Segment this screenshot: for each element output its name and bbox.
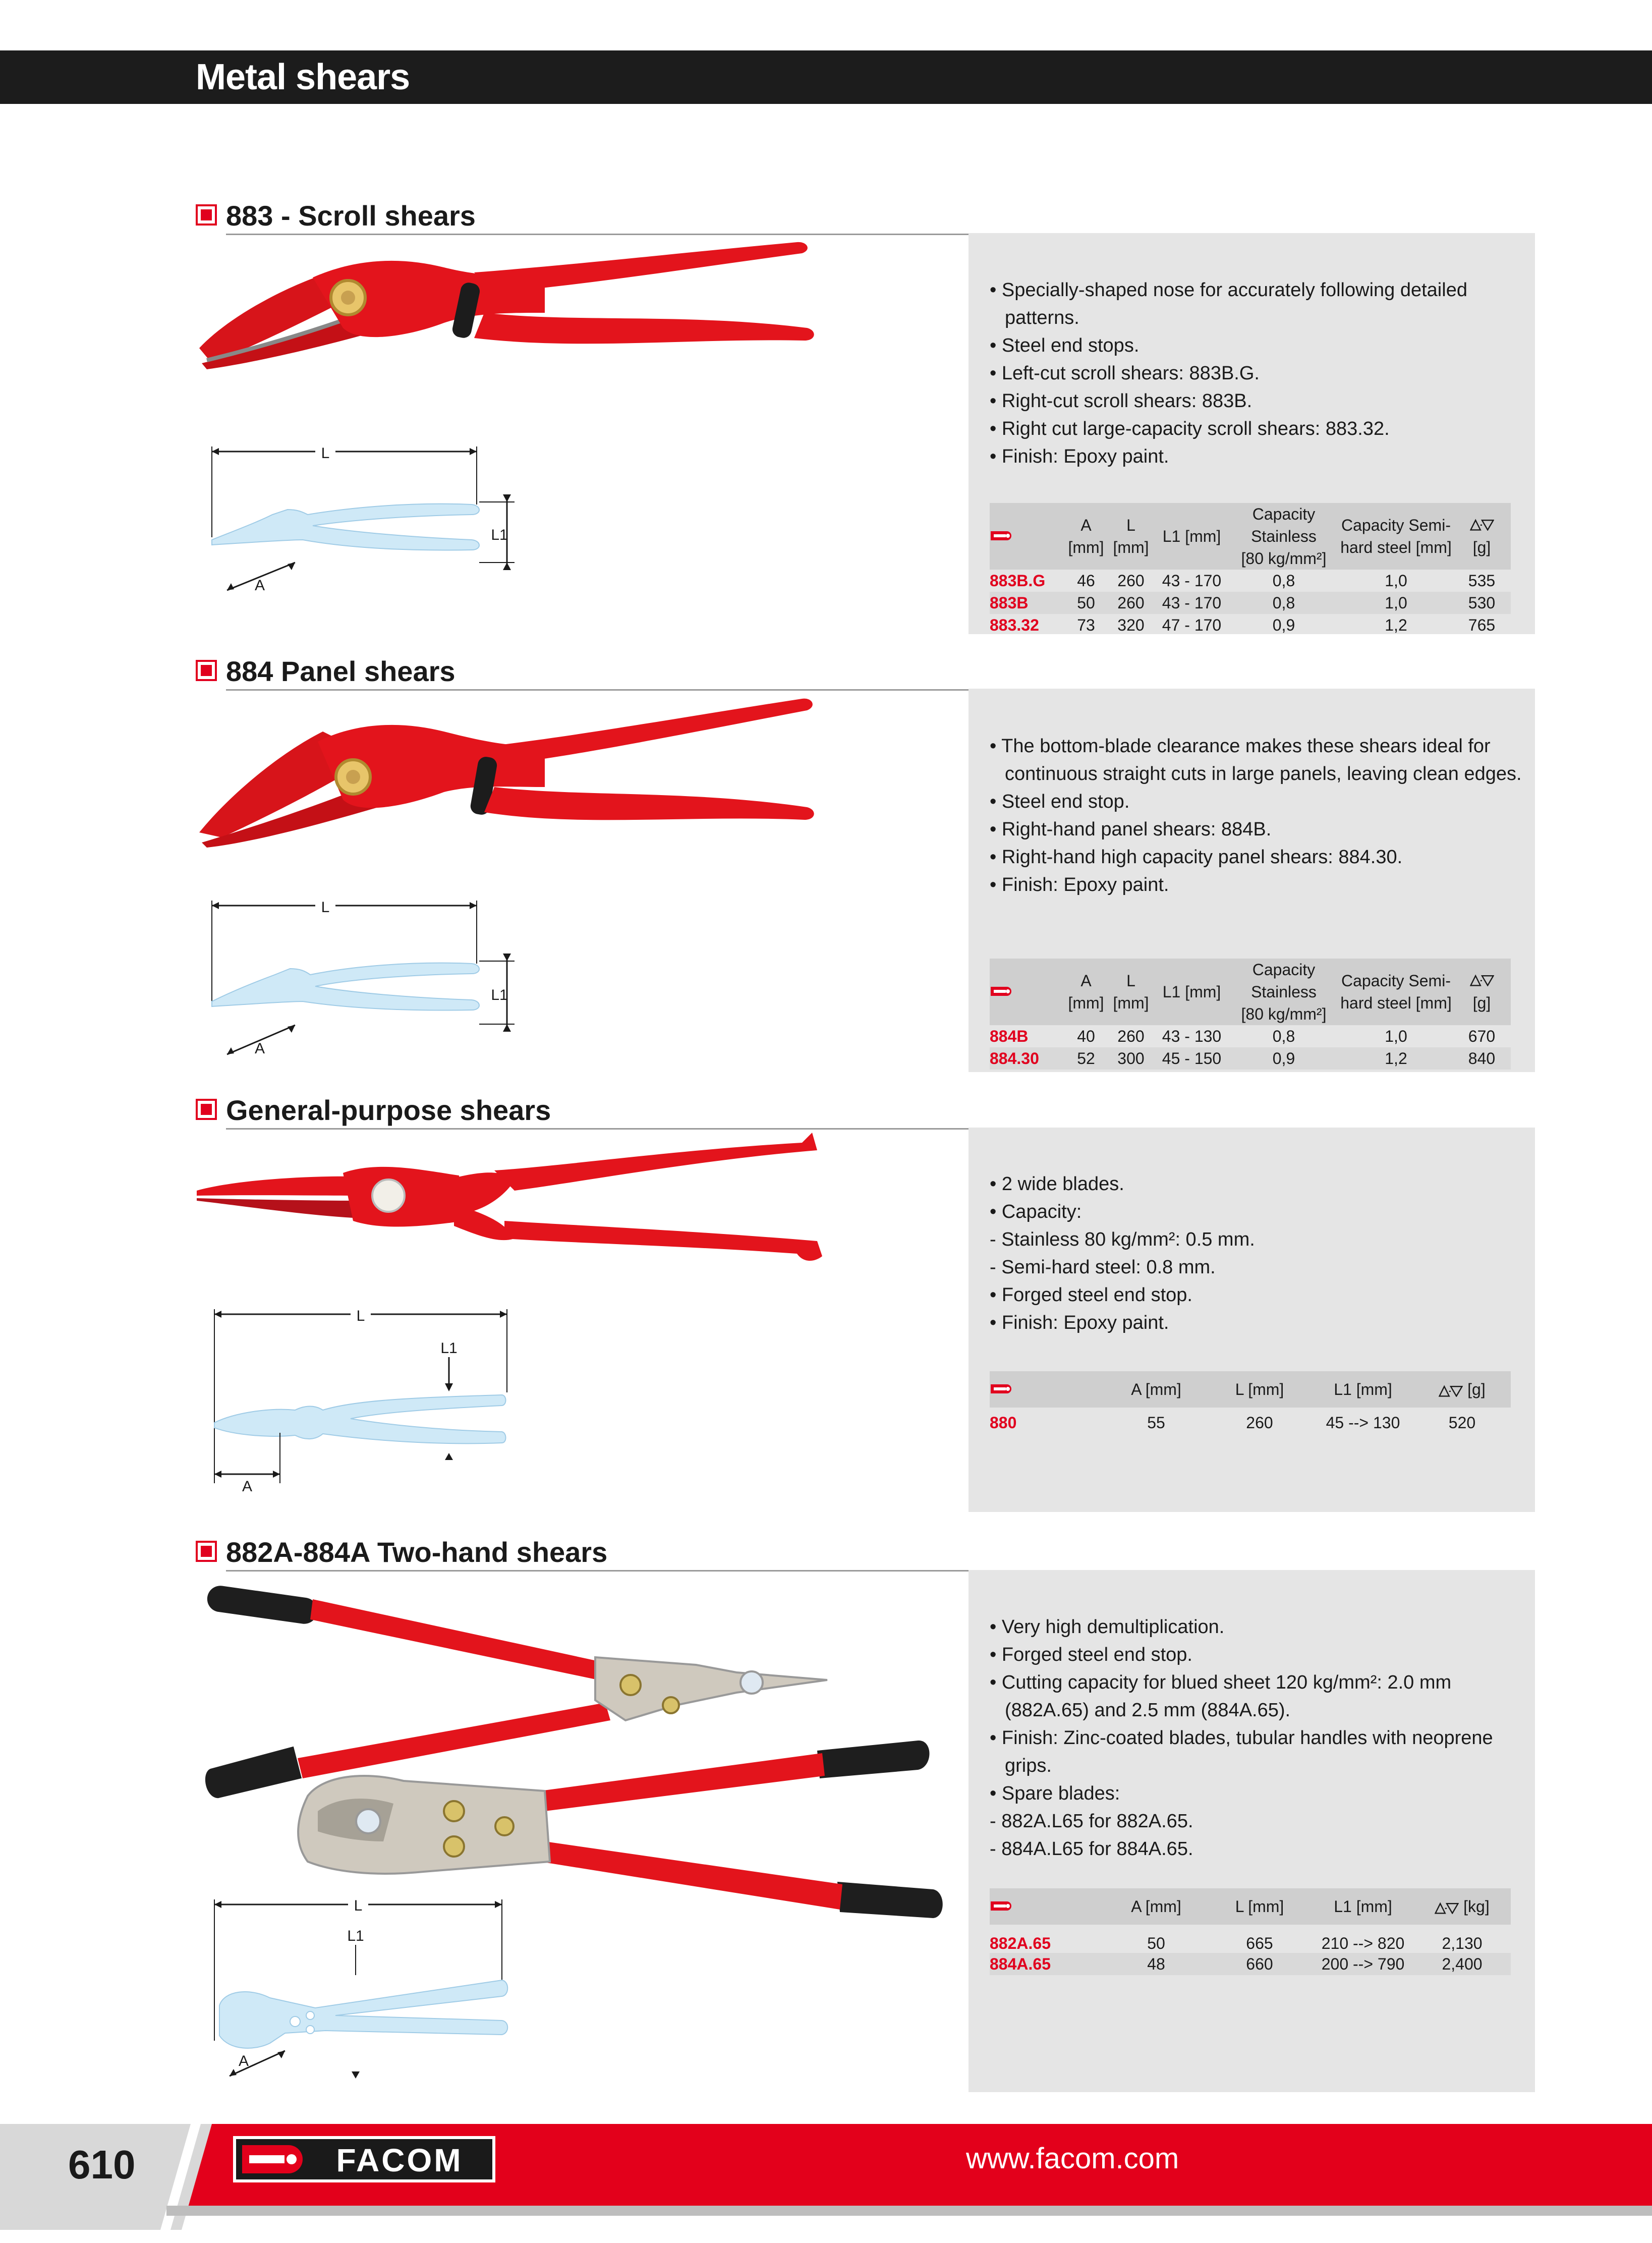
table-cell: 1,0 — [1385, 1027, 1407, 1045]
scroll-shears-image — [192, 237, 837, 399]
ref-header — [990, 1888, 1106, 1925]
ref-cell: 883B.G — [990, 571, 1046, 590]
col-header-a: A [mm] — [1106, 1888, 1207, 1925]
feature-list-883 — [990, 276, 1524, 471]
feature-item: • Right-hand panel shears: 884B. — [990, 819, 1272, 840]
table-row — [990, 592, 1511, 614]
ref-cell: 884A.65 — [990, 1953, 1106, 1975]
section-title: General-purpose shears — [226, 1094, 551, 1126]
scroll-shears-diagram — [202, 439, 535, 600]
feature-item: • Capacity: — [990, 1201, 1082, 1222]
diagram-label-a: A — [238, 2053, 249, 2069]
table-row — [990, 1925, 1511, 1953]
feature-item: - Semi-hard steel: 0.8 mm. — [990, 1257, 1216, 1278]
table-cell: 43 - 130 — [1162, 1027, 1222, 1045]
general-shears-image — [192, 1130, 837, 1271]
diagram-label-l: L — [356, 1308, 365, 1324]
section-heading-884 — [196, 655, 1535, 690]
diagram-label-l1: L1 — [491, 987, 508, 1003]
diagram-label-a: A — [254, 577, 265, 594]
facom-ref-icon — [990, 530, 1014, 542]
col-header-l1: L1 [mm] — [1313, 1888, 1413, 1925]
table-cell: 520 — [1448, 1413, 1476, 1432]
diagram-label-l: L — [321, 445, 330, 462]
feature-list-884 — [990, 733, 1524, 899]
table-row — [990, 1953, 1511, 1975]
feature-item: • Very high demultiplication. — [990, 1616, 1225, 1638]
col-header-l1: L1 [mm] — [1155, 959, 1228, 1025]
table-cell: 210 --> 820 — [1321, 1934, 1405, 1952]
table-cell: 260 — [1246, 1413, 1273, 1432]
two-hand-shears-diagram — [204, 1889, 517, 2091]
col-header-l1: L1 [mm] — [1313, 1371, 1413, 1408]
feature-item: • 2 wide blades. — [990, 1173, 1124, 1195]
feature-list-general — [990, 1170, 1524, 1337]
col-header-l: L [mm] — [1207, 1371, 1313, 1408]
ref-header — [990, 959, 1065, 1025]
table-row — [990, 1408, 1511, 1438]
ref-cell: 883B — [990, 592, 1065, 614]
section-bullet-square — [196, 204, 217, 226]
table-cell: 2,400 — [1413, 1953, 1511, 1975]
table-cell: 55 — [1147, 1413, 1165, 1432]
diagram-label-a: A — [242, 1478, 253, 1493]
table-cell: 660 — [1207, 1953, 1313, 1975]
table-cell: 260 — [1107, 592, 1155, 614]
feature-item: patterns. — [1005, 307, 1079, 328]
diagram-label-l1: L1 — [347, 1928, 364, 1944]
table-row — [990, 1047, 1511, 1070]
col-header-a: A [mm] — [1106, 1371, 1207, 1408]
table-cell: 300 — [1107, 1047, 1155, 1070]
facom-logo — [233, 2136, 495, 2182]
feature-item: grips. — [1005, 1755, 1052, 1776]
table-row — [990, 614, 1511, 636]
panel-shears-image — [192, 691, 837, 863]
feature-item: (882A.65) and 2.5 mm (884A.65). — [1005, 1700, 1291, 1721]
ref-header — [990, 1371, 1106, 1408]
col-header-l1: L1 [mm] — [1155, 503, 1228, 570]
table-cell: 0,8 — [1272, 1027, 1295, 1045]
section-bullet-square — [196, 1541, 217, 1562]
weight-icon — [1470, 519, 1494, 531]
feature-item: continuous straight cuts in large panels, leaving clean edges. — [1005, 763, 1522, 784]
diagram-label-l: L — [321, 899, 330, 916]
section-title: 882A-884A Two-hand shears — [226, 1536, 608, 1568]
weight-icon — [1470, 974, 1494, 986]
table-cell: 43 - 170 — [1162, 571, 1222, 590]
col-header-weight: [kg] — [1413, 1888, 1511, 1925]
col-header-capacity-stainless: Capacity Stainless [80 kg/mm²] — [1228, 959, 1339, 1025]
col-header-capacity-semihard: Capacity Semi- hard steel [mm] — [1339, 959, 1453, 1025]
table-cell: 1,0 — [1385, 571, 1407, 590]
table-cell: 665 — [1246, 1934, 1273, 1952]
ref-cell: 882A.65 — [990, 1934, 1051, 1952]
table-cell: 530 — [1453, 592, 1511, 614]
table-cell: 47 - 170 — [1162, 615, 1222, 634]
feature-list-two-hand — [990, 1613, 1524, 1863]
ref-cell: 880 — [990, 1413, 1017, 1432]
ref-cell: 884B — [990, 1027, 1029, 1045]
table-cell: 1,2 — [1385, 615, 1407, 634]
section-title: 884 Panel shears — [226, 655, 455, 687]
ref-cell: 884.30 — [990, 1047, 1065, 1070]
col-header-capacity-semihard: Capacity Semi- hard steel [mm] — [1339, 503, 1453, 570]
ref-cell: 883.32 — [990, 615, 1039, 634]
spec-table-general — [990, 1371, 1511, 1438]
feature-item: • Finish: Zinc-coated blades, tubular handles with neoprene — [990, 1727, 1493, 1749]
col-header-weight: [g] — [1453, 959, 1511, 1025]
feature-item: • Left-cut scroll shears: 883B.G. — [990, 363, 1260, 384]
table-cell: 670 — [1468, 1027, 1496, 1045]
diagram-label-l1: L1 — [491, 527, 508, 543]
spec-table-883 — [990, 503, 1511, 636]
feature-item: • Finish: Epoxy paint. — [990, 1312, 1169, 1333]
table-cell: 840 — [1453, 1047, 1511, 1070]
col-header-a: A [mm] — [1065, 503, 1107, 570]
col-header-capacity-stainless: Capacity Stainless [80 kg/mm²] — [1228, 503, 1339, 570]
feature-item: • Spare blades: — [990, 1783, 1120, 1804]
weight-icon — [1435, 1902, 1459, 1914]
feature-item: • Specially-shaped nose for accurately following detailed — [990, 279, 1467, 301]
table-cell: 200 --> 790 — [1313, 1953, 1413, 1975]
table-cell: 1,0 — [1339, 592, 1453, 614]
table-cell: 43 - 170 — [1155, 592, 1228, 614]
table-cell: 40 — [1077, 1027, 1095, 1045]
table-cell: 535 — [1468, 571, 1496, 590]
section-bullet-square — [196, 660, 217, 681]
general-shears-diagram — [204, 1302, 527, 1493]
page-number: 610 — [68, 2142, 136, 2187]
table-cell: 50 — [1065, 592, 1107, 614]
table-cell: 0,9 — [1272, 615, 1295, 634]
feature-item: • Right cut large-capacity scroll shears: 883.32. — [990, 418, 1390, 439]
table-cell: 1,2 — [1339, 1047, 1453, 1070]
feature-item: • Steel end stops. — [990, 335, 1140, 356]
feature-item: - 884A.L65 for 884A.65. — [990, 1838, 1193, 1860]
feature-item: • Forged steel end stop. — [990, 1284, 1192, 1306]
section-heading-883 — [196, 199, 1535, 235]
col-header-a: A [mm] — [1065, 959, 1107, 1025]
ref-header — [990, 503, 1065, 570]
feature-item: • Steel end stop. — [990, 791, 1130, 812]
table-cell: 0,8 — [1228, 592, 1339, 614]
section-heading-two-hand — [196, 1536, 1535, 1571]
table-cell: 260 — [1117, 1027, 1145, 1045]
brand-name: FACOM — [336, 2142, 463, 2178]
feature-item: • Forged steel end stop. — [990, 1644, 1192, 1665]
table-cell: 2,130 — [1442, 1934, 1483, 1952]
col-header-l: L [mm] — [1107, 503, 1155, 570]
panel-shears-diagram — [202, 893, 535, 1064]
table-cell: 52 — [1065, 1047, 1107, 1070]
feature-item: • Right-cut scroll shears: 883B. — [990, 390, 1252, 412]
table-cell: 45 - 150 — [1155, 1047, 1228, 1070]
section-title: 883 - Scroll shears — [226, 200, 476, 232]
feature-item: • Right-hand high capacity panel shears: 884.30. — [990, 847, 1403, 868]
section-bullet-square — [196, 1099, 217, 1120]
table-cell: 260 — [1117, 571, 1145, 590]
col-header-weight: [g] — [1453, 503, 1511, 570]
spec-table-two-hand — [990, 1888, 1511, 1975]
table-cell: 320 — [1117, 615, 1145, 634]
facom-ref-icon — [990, 1900, 1014, 1912]
facom-ref-icon — [990, 985, 1014, 997]
table-cell: 48 — [1106, 1953, 1207, 1975]
table-cell: 46 — [1077, 571, 1095, 590]
facom-ref-icon — [990, 1383, 1014, 1395]
weight-icon — [1439, 1385, 1463, 1397]
col-header-weight: [g] — [1413, 1371, 1511, 1408]
website-link[interactable]: www.facom.com — [966, 2142, 1179, 2175]
col-header-l: L [mm] — [1107, 959, 1155, 1025]
diagram-label-l1: L1 — [440, 1340, 458, 1357]
table-cell: 765 — [1468, 615, 1496, 634]
footer-stripe — [166, 2206, 1652, 2216]
diagram-label-a: A — [254, 1040, 265, 1057]
spec-table-884 — [990, 959, 1511, 1070]
section-heading-general — [196, 1094, 1535, 1129]
feature-item: • Finish: Epoxy paint. — [990, 446, 1169, 467]
table-cell: 0,8 — [1272, 571, 1295, 590]
table-cell: 0,9 — [1228, 1047, 1339, 1070]
table-cell: 50 — [1147, 1934, 1165, 1952]
feature-item: • Cutting capacity for blued sheet 120 kg/mm²: 2.0 mm — [990, 1672, 1452, 1693]
table-row — [990, 1025, 1511, 1047]
feature-item: - 882A.L65 for 882A.65. — [990, 1811, 1193, 1832]
page-title: Metal shears — [196, 57, 410, 97]
feature-item: • The bottom-blade clearance makes these shears ideal for — [990, 736, 1491, 757]
two-hand-shears-image — [192, 1579, 948, 1932]
table-cell: 73 — [1077, 615, 1095, 634]
diagram-label-l: L — [354, 1897, 363, 1914]
feature-item: • Finish: Epoxy paint. — [990, 874, 1169, 895]
table-row — [990, 570, 1511, 592]
feature-item: - Stainless 80 kg/mm²: 0.5 mm. — [990, 1229, 1255, 1250]
table-cell: 45 --> 130 — [1326, 1413, 1400, 1432]
col-header-l: L [mm] — [1207, 1888, 1313, 1925]
